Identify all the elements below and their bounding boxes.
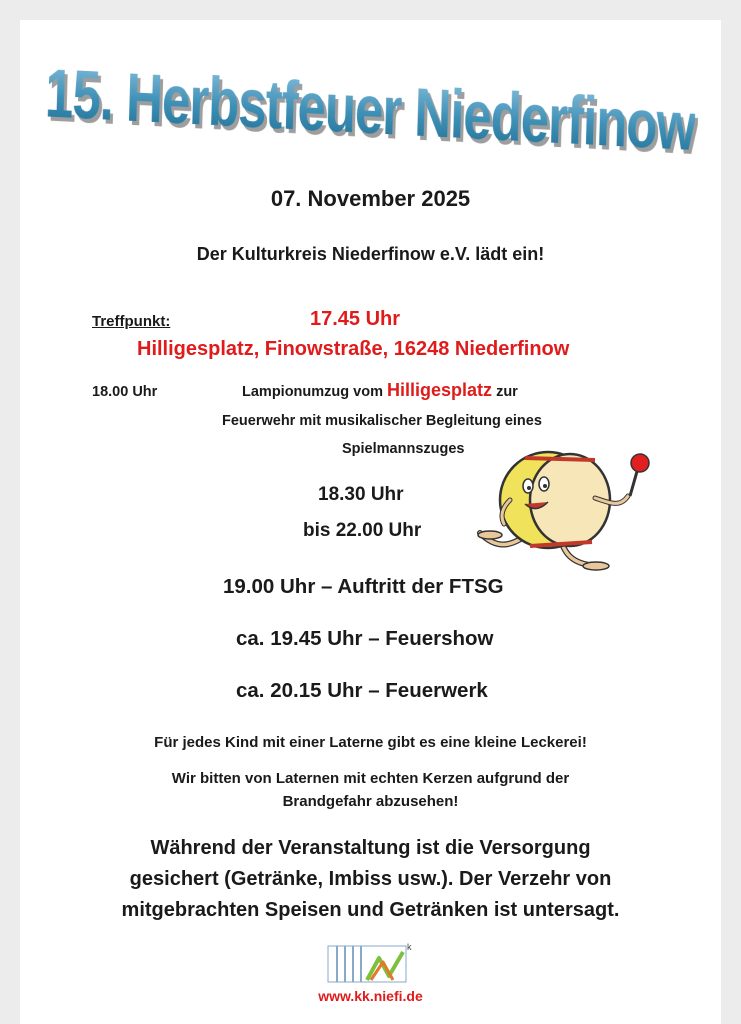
schedule-item: ca. 19.45 Uhr – Feuershow <box>236 627 494 650</box>
poster-title-wrap <box>20 54 721 165</box>
meeting-location: Hilligesplatz, Finowstraße, 16248 Niederfinow <box>137 338 570 360</box>
logo-letter: k <box>407 942 412 952</box>
parade-time: 18.00 Uhr <box>92 384 158 400</box>
candle-note-line1: Wir bitten von Laternen mit echten Kerzen aufgrund der <box>171 770 570 787</box>
poster-title: 15. Herbstfeuer Niederfinow <box>44 54 697 165</box>
parade-line2: Feuerwehr mit musikalischer Begleitung eines <box>222 413 542 429</box>
parade-text-before: Lampionumzug vom <box>242 384 383 400</box>
candle-note-line2: Brandgefahr abzusehen! <box>282 793 459 810</box>
parade-highlight: Hilligesplatz <box>387 380 493 400</box>
period-start: 18.30 Uhr <box>318 484 404 505</box>
website-url: www.kk.niefi.de <box>318 988 423 1004</box>
schedule-item: ca. 20.15 Uhr – Feuerwerk <box>236 679 488 702</box>
treat-note: Für jedes Kind mit einer Laterne gibt es eine kleine Leckerei! <box>154 734 587 751</box>
catering-line2: gesichert (Getränke, Imbiss usw.). Der Verzehr von <box>129 868 612 890</box>
meeting-label: Treffpunkt: <box>92 313 171 330</box>
parade-text-after: zur <box>496 384 518 400</box>
meeting-time: 17.45 Uhr <box>310 308 401 330</box>
drum-mascot-illustration <box>470 438 660 573</box>
parade-line3: Spielmannszuges <box>342 441 465 457</box>
catering-line1: Während der Veranstaltung ist die Versorgung <box>150 837 591 859</box>
poster-page <box>20 20 721 1024</box>
kulturkreis-logo <box>327 940 417 984</box>
event-date: 07. November 2025 <box>270 186 471 211</box>
parade-line1 <box>242 380 518 401</box>
catering-line3: mitgebrachten Speisen und Getränken ist untersagt. <box>121 899 620 921</box>
invitation-line: Der Kulturkreis Niederfinow e.V. lädt ein! <box>196 244 545 264</box>
period-end: bis 22.00 Uhr <box>303 520 422 541</box>
schedule-item: 19.00 Uhr – Auftritt der FTSG <box>223 575 504 598</box>
